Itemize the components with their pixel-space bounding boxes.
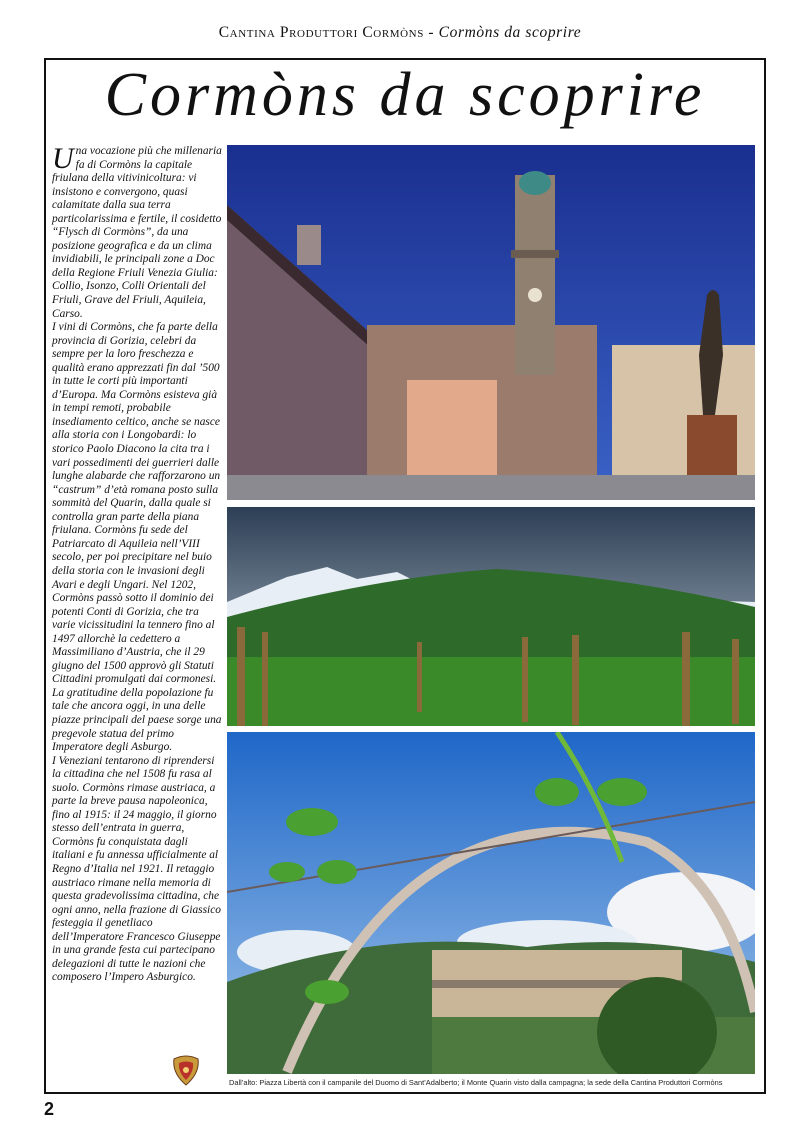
photo-caption: Dall’alto: Piazza Libertà con il campanile del Duomo di Sant’Adalberto; il Monte Quarin visto dalla campagna; la sede della Cantina Produttori Cormòns [229,1078,723,1087]
running-head-publisher: Cantina Produttori Cormòns [218,24,424,41]
running-head-section: Cormòns da scoprire [438,24,582,41]
photo-monte-quarin [227,507,755,726]
paragraph-1 [52,142,222,321]
drop-cap: U [52,142,74,175]
photo-piazza-liberta [227,145,755,500]
paragraph-2: I vini di Cormòns, che fa parte della provincia di Gorizia, celebri da sempre per la loro freschezza e qualità erano apprezzati fin dal ’500 in tutte le corti più importanti d’Europa. Ma Cormòns esisteva già in tempi remoti, probabile insediamento celtico, anche se nasce alla storia con i Longobardi: lo storico Paolo Diacono la cita tra i vari possedimenti dei guerrieri dalle lunghe alabarde che rafforzarono un “castrum” d’età romana posto sulla sommità del Quarin, dalla quale si controlla gran parte della piana friulana. Cormòns fu sede del Patriarcato di Aquileia nell’VIII secolo, per poi precipitare nel buio della storia con le invasioni degli Avari e degli Ungari. Nel 1202, Cormòns passò sotto il dominio dei potenti Conti di Gorizia, che tra varie vicissitudini la tennero fino al 1497 allorchè la cedettero a Massimiliano d’Austria, che il 29 giugno del 1500 approvò gli Statuti Cittadini promulgati dai cormonesi. La gratitudine della popolazione fu tale che ancora oggi, in una delle piazze principali del paese sorge una pregevole statua del primo Imperatore degli Asburgo. [52,321,222,754]
coat-of-arms-icon [166,1055,206,1087]
paragraph-1-text: na vocazione più che millenaria fa di Cormòns la capitale friulana della vitivinicoltura: vi insistono e convergono, quasi calamitate dalla sua terra particolarissima e fertile, il cosidetto “Flysch di Cormòns”, da una posizione geografica e da un clima invidiabili, le principali zone a Doc della Regione Friuli Venezia Giulia: Collio, Isonzo, Colli Orientali del Friuli, Grave del Friuli, Aquileia, Carso. [52,145,222,320]
page-number: 2 [44,1099,55,1119]
photo-cantina-building [227,732,755,1074]
running-head [0,24,800,42]
article-body [52,142,222,985]
paragraph-3: I Veneziani tentarono di riprendersi la cittadina che nel 1508 fu rasa al suolo. Cormòns rimase austriaca, a parte la breve pausa napoleonica, fino al 1915: il 24 maggio, il giorno stesso dell’entrata in guerra, Cormòns fu conquistata dagli italiani e fu annessa ufficialmente al Regno d’Italia nel 1921. Il retaggio austriaco rimane nella memoria di questa gradevolissima cittadina, che ogni anno, nella frazione di Giassico festeggia il genetliaco dell’Imperatore Francesco Giuseppe in una grande festa cui partecipano delegazioni di tutte le nazioni che composero l’Impero Asburgico. [52,754,221,984]
page-title: Cormòns da scoprire [104,61,706,129]
running-head-separator: - [423,24,439,41]
